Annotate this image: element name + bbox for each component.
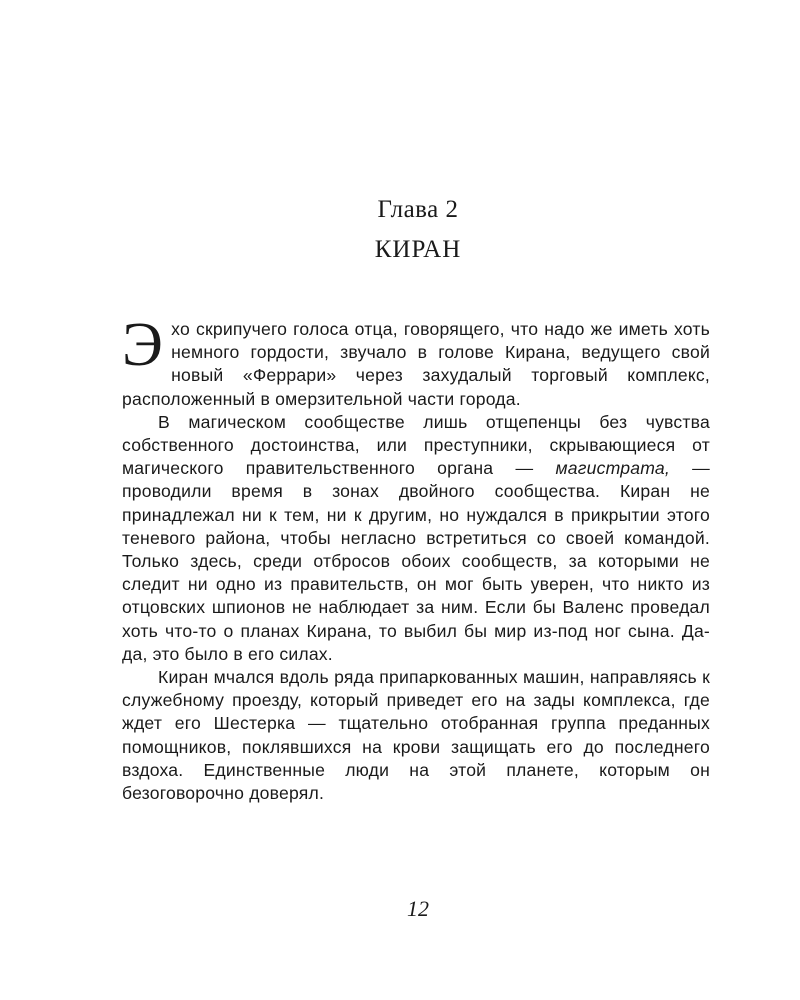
paragraph-1-text: хо скрипучего голоса отца, говорящего, что надо же иметь хоть немного гордости, звучало в голове Кирана, ведущего свой новый «Феррари» через захудалый торговый комплекс, расположенный в омерзительной части города. [122,319,710,409]
paragraph-1 [122,311,710,411]
italic-term: магистрата, [555,458,670,479]
paragraph-2-text-start: В магическом сообществе лишь отщепенцы без чувства собственного достоинства, или преступники, скрывающиеся от магического правительственного органа — [122,411,710,479]
drop-cap: Э [122,311,164,379]
chapter-title: КИРАН [374,236,462,263]
paragraph-2 [122,411,710,666]
page-number: 12 [407,896,429,921]
paragraph-3 [122,666,710,805]
chapter-number: Глава 2 [377,196,459,223]
chapter-body [122,311,710,805]
paragraph-2-text-end: — проводили время в зонах двойного сообщества. Киран не принадлежал ни к тем, ни к другим, но нуждался в прикрытии этого теневого района, чтобы негласно встретиться со своей командой. Только здесь, среди отбросов обоих сообществ, за которыми не следит ни одно из правительств, он мог быть уверен, что никто из отцовских шпионов не наблюдает за ним. Если бы Валенс проведал хоть что-то о планах Кирана, то выбил бы мир из-под ног сына. Да-да, это было в его силах. [122,458,710,664]
paragraph-3-text: Киран мчался вдоль ряда припаркованных машин, направляясь к служебному проезду, который приведет его на зады комплекса, где ждет его Шестерка — тщательно отобранная группа преданных помощников, поклявшихся на крови защищать его до последнего вздоха. Единственные люди на этой планете, которым он безоговорочно доверял. [122,667,710,804]
